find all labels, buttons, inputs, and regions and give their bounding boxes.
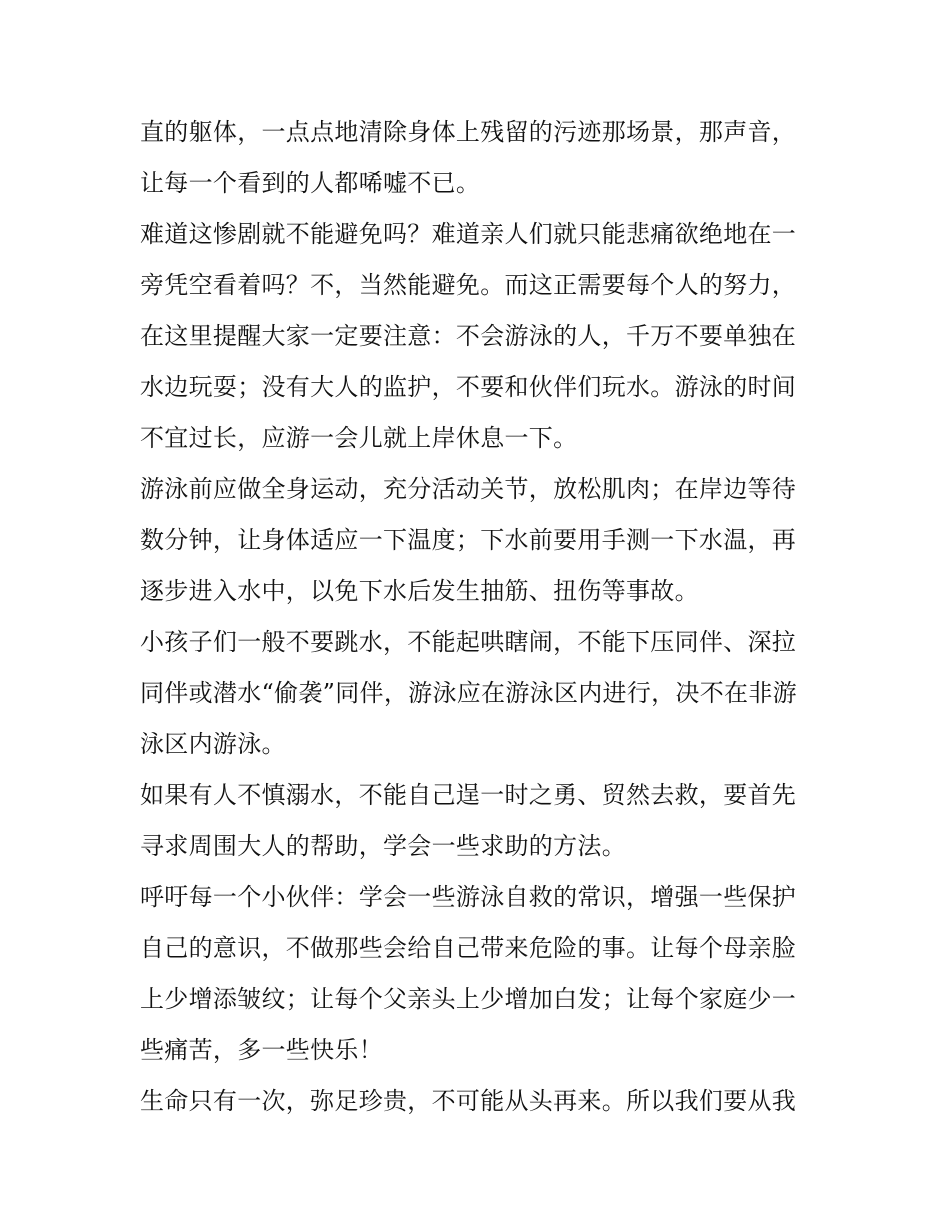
document-body <box>140 107 820 1127</box>
text-line: 数分钟，让身体适应一下温度；下水前要用手测一下水温，再 <box>140 526 797 554</box>
text-line: 让每一个看到的人都唏嘘不已。 <box>140 169 481 197</box>
text-line: 同伴或潜水“偷袭”同伴，游泳应在游泳区内进行，决不在非游 <box>140 679 797 707</box>
text-line: 在这里提醒大家一定要注意：不会游泳的人，千万不要单独在 <box>140 322 797 350</box>
text-line: 难道这惨剧就不能避免吗？难道亲人们就只能悲痛欲绝地在一 <box>140 220 797 248</box>
text-line: 生命只有一次，弥足珍贵，不可能从头再来。所以我们要从我 <box>140 1087 797 1115</box>
text-line: 上少增添皱纹；让每个父亲头上少增加白发；让每个家庭少一 <box>140 985 797 1013</box>
text-line: 游泳前应做全身运动，充分活动关节，放松肌肉；在岸边等待 <box>140 475 797 503</box>
text-line: 呼吁每一个小伙伴：学会一些游泳自救的常识，增强一些保护 <box>140 883 797 911</box>
text-line: 泳区内游泳。 <box>140 730 286 758</box>
text-line: 水边玩耍；没有大人的监护，不要和伙伴们玩水。游泳的时间 <box>140 373 797 401</box>
text-line: 小孩子们一般不要跳水，不能起哄瞎闹，不能下压同伴、深拉 <box>140 628 797 656</box>
text-line: 直的躯体，一点点地清除身体上残留的污迹那场景，那声音， <box>140 118 797 146</box>
text-line: 逐步进入水中，以免下水后发生抽筋、扭伤等事故。 <box>140 577 699 605</box>
text-line: 自己的意识，不做那些会给自己带来危险的事。让每个母亲脸 <box>140 934 797 962</box>
text-line: 寻求周围大人的帮助，学会一些求助的方法。 <box>140 832 626 860</box>
text-line: 些痛苦，多一些快乐！ <box>140 1036 383 1064</box>
text-line: 如果有人不慎溺水，不能自己逞一时之勇、贸然去救，要首先 <box>140 781 797 809</box>
text-line: 不宜过长，应游一会儿就上岸休息一下。 <box>140 424 578 452</box>
text-line: 旁凭空看着吗？不，当然能避免。而这正需要每个人的努力， <box>140 271 797 299</box>
